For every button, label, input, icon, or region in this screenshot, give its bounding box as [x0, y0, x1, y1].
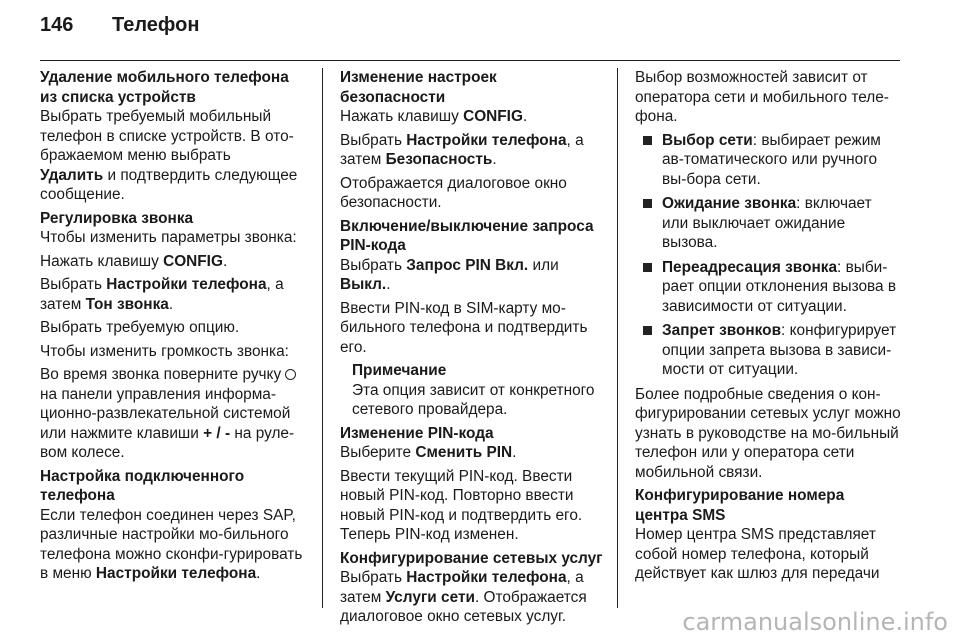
heading-connected-phone: Настройка подключенного телефона: [40, 467, 245, 504]
bullet-item: Выбор сети: выбирает режим ав-томатического или ручного вы-бора сети.: [635, 131, 901, 190]
bullet-square-icon: [643, 199, 652, 208]
paragraph: Номер центра SMS представляет собой номер телефона, который действует как шлюз для передачи: [635, 526, 880, 582]
page-number: 146: [40, 14, 74, 36]
paragraph: Выбрать Настройки телефона, а затем Тон звонка.: [40, 276, 284, 313]
note-text: Эта опция зависит от конкретного сетевого провайдера.: [352, 381, 595, 418]
heading-remove-phone: Удаление мобильного телефона из списка устройств: [40, 69, 289, 106]
paragraph: Ввести текущий PIN-код. Ввести новый PIN-код. Повторно ввести новый PIN-код и подтвердить его. Теперь PIN-код изменен.: [340, 467, 583, 543]
heading-security: Изменение настроек безопасности: [340, 69, 497, 106]
bullet-item: Запрет звонков: конфигурирует опции запрета вызова в зависи-мости от ситуации.: [635, 321, 901, 380]
paragraph: Ввести PIN-код в SIM-карту мо-бильного телефона и подтвердить его.: [340, 299, 588, 356]
bullet-item: Ожидание звонка: включает или выключает ожидание вызова.: [635, 194, 901, 253]
paragraph: Если телефон соединен через SAP, различные настройки мо-бильного телефона можно сконфи-гурировать в меню Настройки телефона.: [40, 506, 303, 582]
paragraph: Выбрать Настройки телефона, а затем Безопасность.: [340, 131, 584, 168]
column-divider-2: [617, 68, 618, 608]
paragraph: Более подробные сведения о кон-фигурировании сетевых услуг можно узнать в руководстве на мо-бильный телефон или у оператора сети мобильной связи.: [635, 385, 901, 481]
paragraph: Отображается диалоговое окно безопасности.: [340, 174, 567, 211]
bullet-item: Переадресация звонка: выби-рает опции отклонения вызова в зависимости от ситуации.: [635, 258, 901, 317]
paragraph: Выбрать Настройки телефона, а затем Услуги сети. Отображается диалоговое окно сетевых услуг.: [340, 569, 587, 625]
paragraph: Выбрать Запрос PIN Вкл. или Выкл..: [340, 256, 559, 293]
heading-pin-request: Включение/выключение запроса PIN-кода: [340, 217, 594, 254]
paragraph: Выбрать требуемый мобильный телефон в списке устройств. В ото-бражаемом меню выбрать Удалить и подтвердить следующее сообщение.: [40, 108, 298, 203]
watermark: carmanualsonline.info: [682, 608, 948, 636]
knob-icon: [285, 369, 296, 380]
paragraph: Чтобы изменить громкость звонка:: [40, 342, 289, 360]
page-header: [40, 14, 199, 37]
note-box: [352, 361, 606, 420]
column-divider-1: [322, 68, 323, 608]
heading-change-pin: Изменение PIN-кода: [340, 424, 494, 442]
column-2: [340, 68, 606, 631]
column-1: [40, 68, 306, 588]
column-3: [635, 68, 901, 588]
paragraph: Чтобы изменить параметры звонка:: [40, 229, 297, 246]
bullet-square-icon: [643, 136, 652, 145]
bullet-square-icon: [643, 326, 652, 335]
heading-sms-center: Конфигурирование номера центра SMS: [635, 487, 845, 524]
heading-ringtone: Регулировка звонка: [40, 209, 194, 227]
paragraph: Выбрать требуемую опцию.: [40, 319, 240, 336]
note-heading: Примечание: [352, 362, 447, 379]
page-title: Телефон: [112, 14, 200, 36]
paragraph: Нажать клавишу CONFIG.: [340, 108, 528, 125]
heading-network-services: Конфигурирование сетевых услуг: [340, 549, 603, 567]
header-rule: [40, 60, 900, 61]
paragraph: Во время звонка поверните ручку на панели управления информа-ционно-развлекательной системой или нажмите клавиши + / - на руле-вом колесе.: [40, 365, 306, 463]
paragraph: Выбор возможностей зависит от оператора сети и мобильного теле-фона.: [635, 69, 889, 125]
paragraph: Выберите Сменить PIN.: [340, 444, 517, 461]
bullet-square-icon: [643, 263, 652, 272]
paragraph: Нажать клавишу CONFIG.: [40, 252, 228, 270]
